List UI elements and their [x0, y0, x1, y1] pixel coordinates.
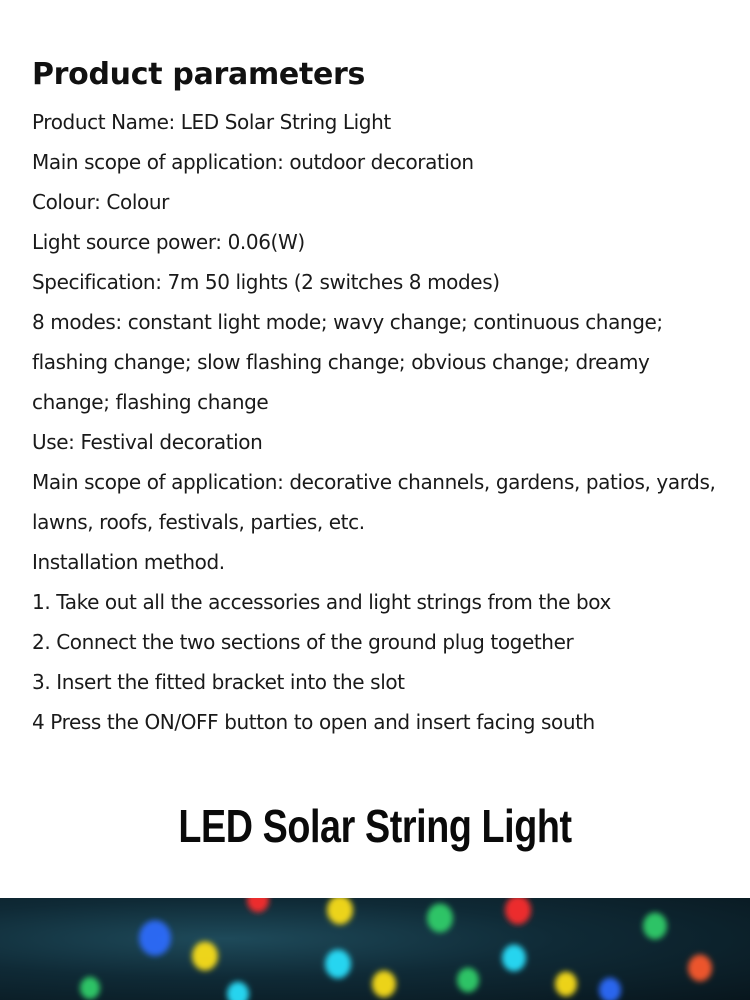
light-bulb	[643, 913, 667, 940]
product-parameters-section	[32, 54, 722, 742]
light-bulb	[372, 971, 396, 998]
param-light-source-power: Light source power: 0.06(W)	[32, 230, 305, 254]
string-light-photo	[0, 898, 750, 1000]
light-bulb	[427, 903, 453, 932]
light-bulb	[139, 920, 171, 956]
light-bulb	[192, 941, 218, 970]
light-bulb	[247, 898, 269, 912]
installation-step-2: 2. Connect the two sections of the ground plug together	[32, 630, 574, 654]
light-bulb	[80, 977, 100, 999]
installation-step-1: 1. Take out all the accessories and light strings from the box	[32, 590, 611, 614]
light-bulb	[505, 898, 531, 925]
string-light-bulbs-illustration	[0, 898, 750, 1000]
light-bulb	[457, 968, 479, 993]
param-use: Use: Festival decoration	[32, 430, 263, 454]
param-product-name: Product Name: LED Solar String Light	[32, 110, 391, 134]
param-specification: Specification: 7m 50 lights (2 switches 8 modes)	[32, 270, 500, 294]
banner-title: LED Solar String Light	[178, 800, 572, 852]
param-colour: Colour: Colour	[32, 190, 169, 214]
param-modes: 8 modes: constant light mode; wavy change; continuous change; flashing change; slow flashing change; obvious change; dreamy change; flashing change	[32, 310, 663, 414]
light-bulb	[325, 949, 351, 978]
installation-step-4: 4 Press the ON/OFF button to open and insert facing south	[32, 710, 595, 734]
light-bulb	[599, 978, 621, 1000]
installation-heading: Installation method.	[32, 550, 225, 574]
param-scope-places: Main scope of application: decorative channels, gardens, patios, yards, lawns, roofs, festivals, parties, etc.	[32, 470, 716, 534]
light-bulb	[688, 955, 712, 982]
section-heading: Product parameters	[32, 57, 366, 92]
param-scope-outdoor: Main scope of application: outdoor decoration	[32, 150, 474, 174]
light-bulb	[555, 972, 577, 997]
light-bulb	[227, 982, 249, 1000]
light-bulb	[502, 945, 526, 972]
installation-step-3: 3. Insert the fitted bracket into the slot	[32, 670, 405, 694]
light-bulb	[327, 898, 353, 925]
